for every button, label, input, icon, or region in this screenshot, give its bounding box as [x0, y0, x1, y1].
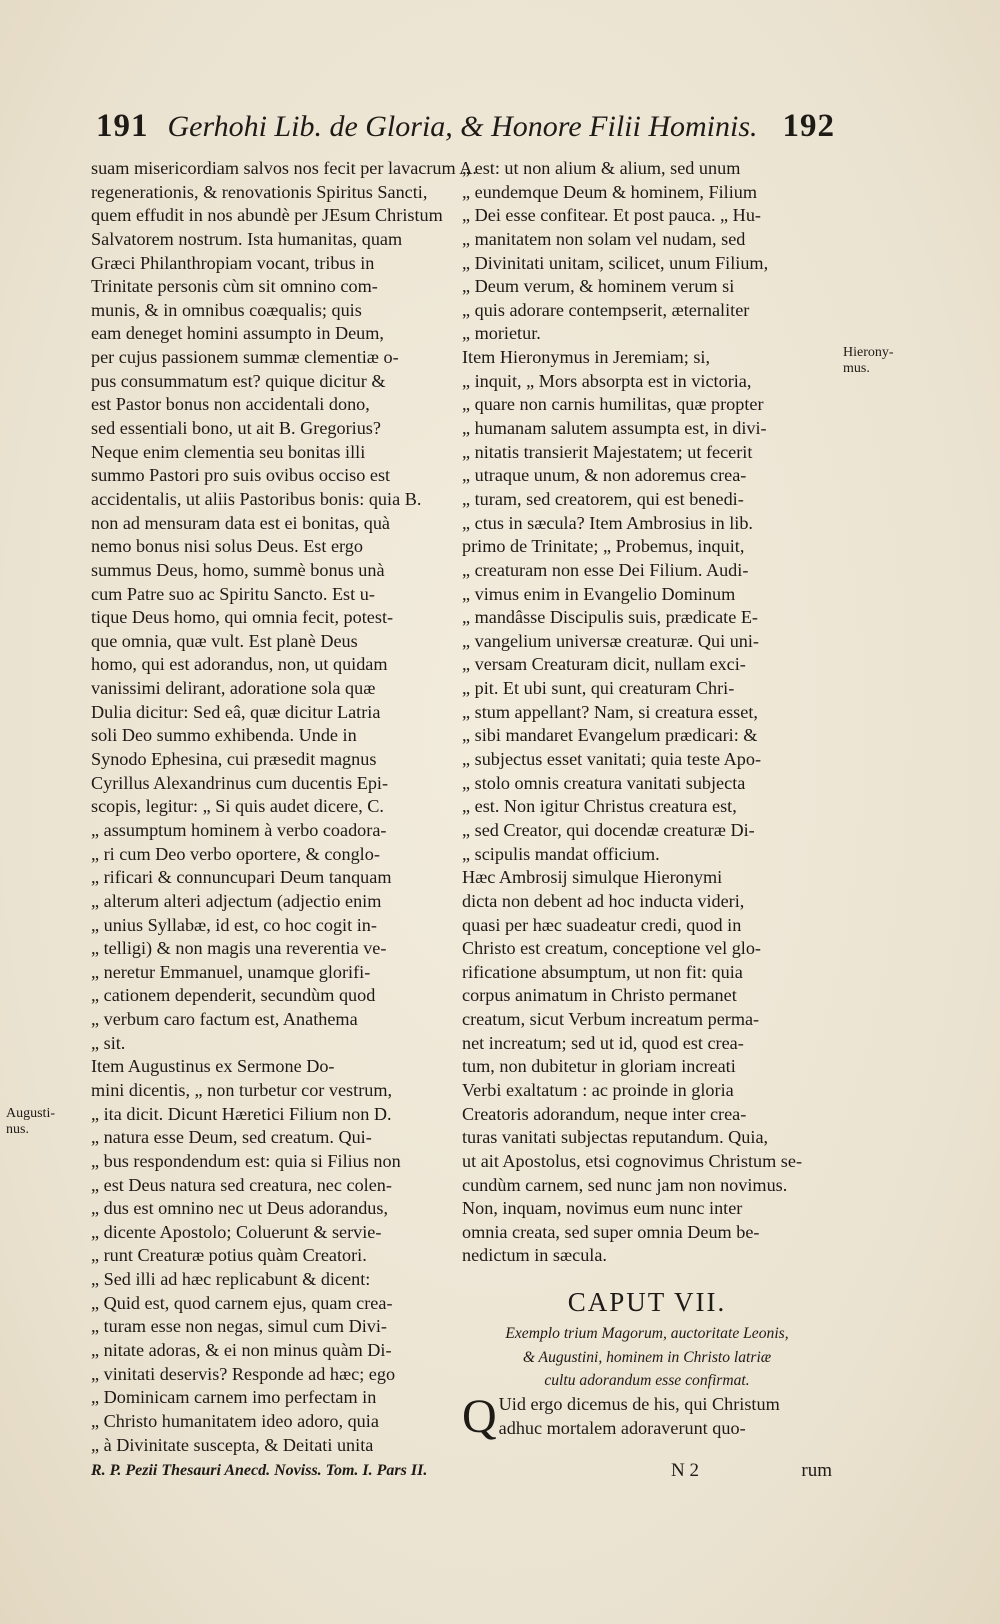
text-line: „ alterum alteri adjectum (adjectio enim [91, 890, 382, 911]
text-line: cum Patre suo ac Spiritu Sancto. Est u- [91, 583, 375, 604]
text-line: „ morietur. [462, 323, 541, 344]
text-line: „ rificari & connuncupari Deum tanquam [91, 867, 392, 888]
text-line: regenerationis, & renovationis Spiritus Sancti, [91, 181, 428, 202]
text-line: Salvatorem nostrum. Ista humanitas, quam [91, 228, 403, 249]
text-line: rificatione absumptum, ut non fit: quia [462, 961, 743, 982]
text-line: Hæc Ambrosij simulque Hieronymi [462, 867, 723, 888]
text-line: ut ait Apostolus, etsi cognovimus Christum se- [462, 1150, 803, 1171]
text-line: nedictum in sæcula. [462, 1245, 607, 1266]
text-line: est Pastor bonus non accidentali dono, [91, 394, 370, 415]
text-line: dicta non debent ad hoc inducta videri, [462, 890, 745, 911]
text-line: suam misericordiam salvos nos fecit per lavacrum A. [91, 158, 477, 178]
text-line: „ ri cum Deo verbo oportere, & conglo- [91, 843, 380, 864]
text-line: „ est. Non igitur Christus creatura est, [462, 796, 737, 817]
text-line: munis, & in omnibus coæqualis; quis [91, 299, 362, 320]
text-line: tum, non dubitetur in gloriam increati [462, 1056, 736, 1077]
text-line: Exemplo trium Magorum, auctoritate Leonis, [505, 1325, 789, 1343]
text-line: Item Augustinus ex Sermone Do- [91, 1056, 335, 1077]
text-line: homo, qui est adorandus, non, ut quidam [91, 654, 388, 675]
text-line: summo Pastori pro suis ovibus occiso est [91, 465, 391, 486]
text-line: „ Dei esse confitear. Et post pauca. „ Hu- [462, 205, 761, 226]
text-line: „ à Divinitate suscepta, & Deitati unita [91, 1434, 374, 1455]
text-line: „ est Deus natura sed creatura, nec colen- [91, 1174, 392, 1195]
text-line: Dulia dicitur: Sed eâ, quæ dicitur Latria [91, 701, 381, 722]
catchword: rum [801, 1460, 832, 1481]
text-line: „ Dominicam carnem imo perfectam in [91, 1387, 377, 1408]
text-line: „ turam, sed creatorem, qui est benedi- [462, 488, 744, 509]
text-line: „ turam esse non negas, simul cum Divi- [91, 1316, 387, 1337]
text-line: „ vangelium universæ creaturæ. Qui uni- [462, 630, 759, 651]
text-line: „ Deum verum, & hominem verum si [462, 276, 735, 297]
text-line: „ utraque unum, & non adoremus crea- [462, 465, 747, 486]
text-line: „ eundemque Deum & hominem, Filium [462, 181, 757, 202]
text-line: „ neretur Emmanuel, unamque glorifi- [91, 961, 371, 982]
text-line: „ manitatem non solam vel nudam, sed [462, 228, 746, 249]
text-line: per cujus passionem summæ clementiæ o- [91, 347, 399, 368]
text-line: turas vanitati subjectas reputandum. Quia, [462, 1127, 769, 1148]
text-line: „ inquit, „ Mors absorpta est in victoria, [462, 370, 752, 391]
text-line: summus Deus, homo, summè bonus unà [91, 559, 385, 580]
text-line: „ nitate adoras, & ei non minus quàm Di- [91, 1340, 392, 1361]
text-line: „ ctus in sæcula? Item Ambrosius in lib. [462, 512, 753, 533]
text-line: „ creaturam non esse Dei Filium. Audi- [462, 559, 749, 580]
text-line: Creatoris adorandum, neque inter crea- [462, 1103, 747, 1124]
marginal-note-hieronymus: Hierony- mus. [843, 345, 894, 376]
text-line: „ vinitati deservis? Responde ad hæc; ego [91, 1363, 396, 1384]
text-line: scopis, legitur: „ Si quis audet dicere, C. [91, 796, 384, 817]
text-line: „ vimus enim in Evangelio Dominum [462, 583, 736, 604]
text-line: „ mandâsse Discipulis suis, prædicate E- [462, 607, 758, 628]
text-line: „ bus respondendum est: quia si Filius non [91, 1150, 401, 1171]
running-title: Gerhohi Lib. de Gloria, & Honore Filii Hominis. [167, 110, 758, 143]
chapter-summary [462, 1322, 832, 1393]
text-line: Uid ergo dicemus de his, qui Christum [498, 1394, 780, 1415]
text-line: „ humanam salutem assumpta est, in divi- [462, 418, 767, 439]
text-line: „ stum appellant? Nam, si creatura esset, [462, 701, 758, 722]
text-line: Item Hieronymus in Jeremiam; si, [462, 347, 711, 368]
text-line: „ dus est omnino nec ut Deus adorandus, [91, 1198, 389, 1219]
text-line: pus consummatum est? quique dicitur & [91, 370, 386, 391]
text-line: Synodo Ephesina, cui præsedit magnus [91, 749, 377, 770]
text-line: „ verbum caro factum est, Anathema [91, 1009, 358, 1030]
chapter-heading: CAPUT VII. [567, 1287, 727, 1318]
chapter-body-lines [462, 1393, 832, 1440]
text-line: „ sed Creator, qui docendæ creaturæ Di- [462, 819, 755, 840]
footer-signature: R. P. Pezii Thesauri Anecd. Noviss. Tom. I. Pars II. [91, 1462, 428, 1479]
text-line: „ Quid est, quod carnem ejus, quam crea- [91, 1292, 393, 1313]
text-line: & Augustini, hominem in Christo latriæ [522, 1348, 772, 1366]
text-line: „ Divinitati unitam, scilicet, unum Filium, [462, 252, 769, 273]
text-line: „ sibi mandaret Evangelum prædicari: & [462, 725, 758, 746]
text-line: Neque enim clementia seu bonitas illi [91, 441, 366, 462]
text-line: Non, inquam, novimus eum nunc inter [462, 1198, 743, 1219]
page-number-left: 191 [96, 108, 149, 144]
right-column [462, 157, 832, 1443]
text-line: omnia creata, sed super omnia Deum be- [462, 1221, 760, 1242]
text-line: cultu adorandum esse confirmat. [544, 1372, 750, 1390]
text-line: „ ita dicit. Dicunt Hæretici Filium non D. [91, 1103, 392, 1124]
text-line: nemo bonus nisi solus Deus. Est ergo [91, 536, 363, 557]
text-line: „ subjectus esset vanitati; quia teste Apo- [462, 749, 762, 770]
text-line: cundùm carnem, sed nunc jam non novimus. [462, 1174, 788, 1195]
text-line: „ pit. Et ubi sunt, qui creaturam Chri- [462, 678, 735, 699]
text-line: „ quare non carnis humilitas, quæ propter [462, 394, 764, 415]
text-line: Cyrillus Alexandrinus cum ducentis Epi- [91, 772, 389, 793]
left-column [91, 157, 477, 1457]
text-line: „ runt Creaturæ potius quàm Creatori. [91, 1245, 367, 1266]
signature-mark: N 2 [671, 1460, 699, 1481]
text-line: quem effudit in nos abundè per JEsum Christum [91, 205, 443, 226]
text-line: „ assumptum hominem à verbo coadora- [91, 819, 387, 840]
running-header [90, 108, 835, 156]
text-line: „ telligi) & non magis una reverentia ve- [91, 938, 387, 959]
text-line: Trinitate personis cùm sit omnino com- [91, 276, 378, 297]
text-line: „ natura esse Deum, sed creatum. Qui- [91, 1127, 372, 1148]
text-line: tique Deus homo, qui omnia fecit, potest- [91, 607, 394, 628]
text-line: que omnia, quæ vult. Est planè Deus [91, 630, 358, 651]
text-line: corpus animatum in Christo permanet [462, 985, 737, 1006]
text-line: vanissimi delirant, adoratione sola quæ [91, 678, 376, 699]
text-line: creatum, sicut Verbum increatum perma- [462, 1009, 760, 1030]
text-line: non ad mensuram data est ei bonitas, quà [91, 512, 391, 533]
chapter-body [462, 1390, 832, 1444]
text-line: adhuc mortalem adoraverunt quo- [498, 1417, 746, 1438]
text-line: Christo est creatum, conceptione vel glo- [462, 938, 761, 959]
text-line: „ dicente Apostolo; Coluerunt & servie- [91, 1221, 382, 1242]
text-line: Græci Philanthropiam vocant, tribus in [91, 252, 375, 273]
text-line: „ stolo omnis creatura vanitati subjecta [462, 772, 746, 793]
right-column-text [462, 157, 832, 1268]
text-line: eam deneget homini assumpto in Deum, [91, 323, 384, 344]
text-line: Verbi exaltatum : ac proinde in gloria [462, 1079, 734, 1100]
page-footer [91, 1460, 832, 1486]
text-line: quasi per hæc suadeatur credi, quod in [462, 914, 742, 935]
text-line: „ cationem dependerit, secundùm quod [91, 985, 376, 1006]
text-line: „ quis adorare contempserit, æternaliter [462, 299, 750, 320]
marginal-note-augustinus: Augusti- nus. [6, 1106, 55, 1137]
text-line: „ unius Syllabæ, id est, co hoc cogit in- [91, 914, 377, 935]
spacer [462, 1268, 832, 1280]
text-line: „ versam Creaturam dicit, nullam exci- [462, 654, 746, 675]
text-line: primo de Trinitate; „ Probemus, inquit, [462, 536, 745, 557]
text-line: „ nitatis transierit Majestatem; ut fecerit [462, 441, 753, 462]
text-line: „ scipulis mandat officium. [462, 843, 660, 864]
text-line: accidentalis, ut aliis Pastoribus bonis: quia B. [91, 488, 422, 509]
text-line: net increatum; sed ut id, quod est crea- [462, 1032, 744, 1053]
text-line: „ sit. [91, 1032, 126, 1053]
text-line: soli Deo summo exhibenda. Unde in [91, 725, 357, 746]
text-line: „ Christo humanitatem ideo adoro, quia [91, 1410, 379, 1431]
page-number-right: 192 [782, 108, 835, 144]
text-line: sed essentiali bono, ut ait B. Gregorius? [91, 418, 381, 439]
text-line: „ Sed illi ad hæc replicabunt & dicent: [91, 1269, 371, 1290]
drop-cap: Q [462, 1390, 497, 1444]
text-line: „ est: ut non alium & alium, sed unum [462, 158, 741, 178]
text-line: mini dicentis, „ non turbetur cor vestrum, [91, 1079, 393, 1100]
